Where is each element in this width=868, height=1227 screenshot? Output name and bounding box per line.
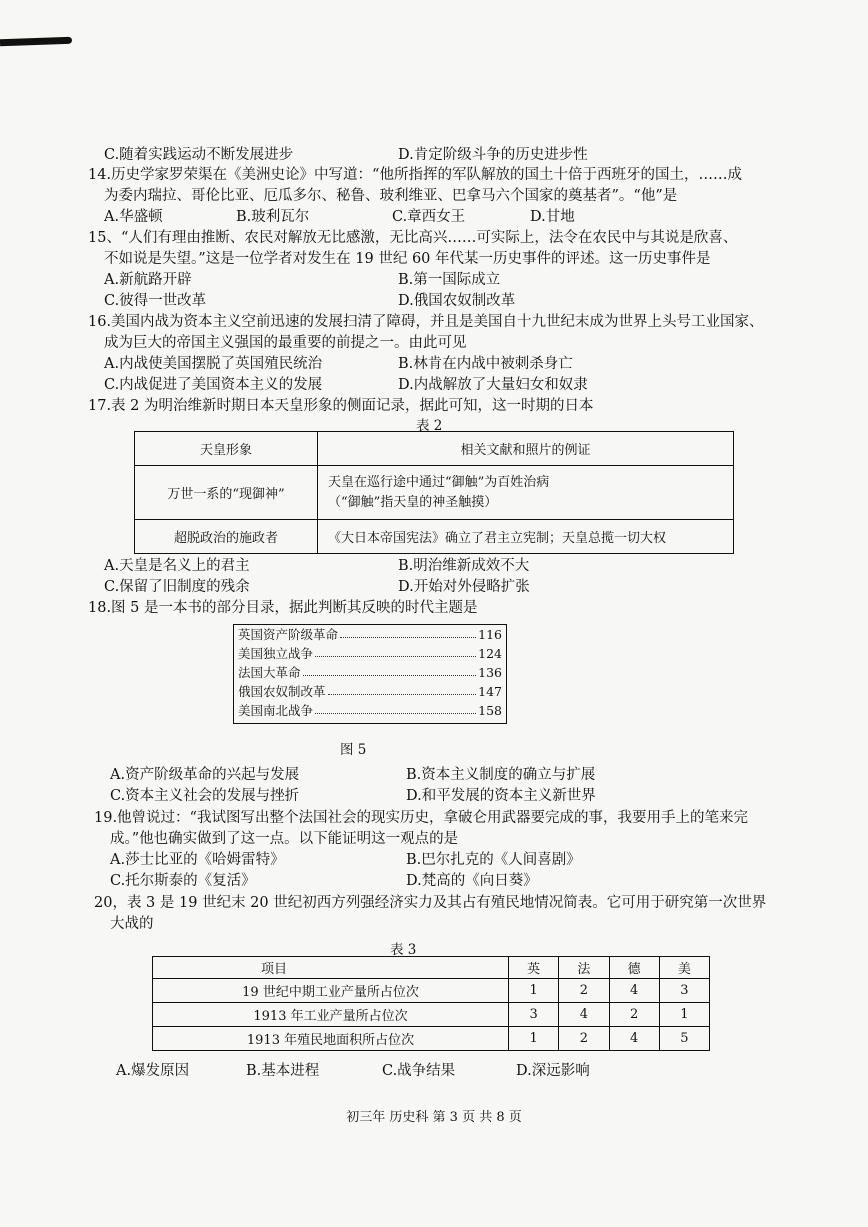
table-3-header-item: 项目 [153,957,509,979]
table-3-item: 1913 年工业产量所占位次 [153,1003,509,1027]
toc-page: 124 [478,646,502,661]
q20-stem-line2: 大战的 [110,916,154,932]
table-3 [152,956,710,1051]
q16-option-c: C.内战促进了美国资本主义的发展 [104,377,323,393]
toc-title: 美国独立战争 [238,646,314,661]
q14-option-d: D.甘地 [530,209,575,225]
toc-title: 美国南北战争 [238,703,314,718]
q16-stem-line1: 16.美国内战为资本主义空前迅速的发展扫清了障碍，并且是美国自十九世纪末成为世界上头号工业国家、 [88,314,764,330]
table-3-title: 表 3 [390,942,417,958]
table-2-cell-image-1: 万世一系的“现御神” [135,466,318,520]
q14-option-c: C.章西女王 [392,209,466,225]
toc-entry [234,701,506,720]
q18-option-b: B.资本主义制度的确立与扩展 [406,767,596,783]
q19-option-b: B.巴尔扎克的《人间喜剧》 [406,852,581,868]
q20-stem-line1: 20，表 3 是 19 世纪末 20 世纪初西方列强经济实力及其占有殖民地情况简表。它可用于研究第一次世界 [94,895,767,911]
table-3-cell: 5 [659,1027,709,1051]
toc-entry [234,663,506,682]
table-3-cell: 2 [559,979,609,1003]
q15-stem-line2: 不如说是失望。”这是一位学者对发生在 19 世纪 60 年代某一历史事件的评述。这一历史事件是 [104,251,711,267]
q18-option-c: C.资本主义社会的发展与挫折 [110,788,300,804]
table-row [153,1003,710,1027]
table-2-cell-example-1 [318,466,734,520]
toc-page: 116 [478,627,502,642]
toc-page: 158 [478,703,502,718]
table-2-example-1-line2: （“御触”指天皇的神圣触摸） [328,494,498,510]
q15-option-c: C.彼得一世改革 [104,293,207,309]
q20-option-c: C.战争结果 [382,1063,456,1079]
toc-entry [234,682,506,701]
q20-option-b: B.基本进程 [246,1063,320,1079]
q13-option-d: D.肯定阶级斗争的历史进步性 [398,147,588,163]
toc-page: 136 [478,665,502,680]
q14-stem-line1: 14.历史学家罗荣渠在《美洲史论》中写道：“他所指挥的军队解放的国土十倍于西班牙的国土，……成 [88,167,742,183]
q15-option-a: A.新航路开辟 [104,272,192,288]
q17-stem: 17.表 2 为明治维新时期日本天皇形象的侧面记录，据此可知，这一时期的日本 [88,398,594,414]
table-3-cell: 2 [559,1027,609,1051]
figure-5-caption: 图 5 [340,742,367,758]
toc-entry [234,644,506,663]
table-3-header-us: 美 [659,957,709,979]
table-3-cell: 4 [609,979,659,1003]
table-2 [134,431,734,554]
table-3-cell: 3 [659,979,709,1003]
q19-stem-line2: 成。”他也确实做到了这一点。以下能证明这一观点的是 [110,831,459,847]
q17-option-a: A.天皇是名义上的君主 [104,558,250,574]
toc-title: 俄国农奴制改革 [238,684,326,699]
table-2-header-image: 天皇形象 [135,432,318,466]
q18-option-d: D.和平发展的资本主义新世界 [406,788,596,804]
table-3-item: 19 世纪中期工业产量所占位次 [153,979,509,1003]
q20-option-a: A.爆发原因 [116,1063,190,1079]
table-2-example-1-line1: 天皇在巡行途中通过“御触”为百姓治病 [328,474,550,490]
table-3-header-fr: 法 [559,957,609,979]
page-footer: 初三年 历史科 第 3 页 共 8 页 [346,1110,522,1125]
q18-option-a: A.资产阶级革命的兴起与发展 [110,767,300,783]
table-3-cell: 1 [509,979,559,1003]
q16-option-b: B.林肯在内战中被刺杀身亡 [398,356,573,372]
q13-option-c: C.随着实践运动不断发展进步 [104,147,294,163]
q15-stem-line1: 15、“人们有理由推断、农民对解放无比感激，无比高兴……可实际上，法令在农民中与其说是欣喜、 [88,230,738,246]
q19-stem-line1: 19.他曾说过：“我试图写出整个法国社会的现实历史，拿破仑用武器要完成的事，我要用手上的笔来完 [94,810,748,826]
q16-stem-line2: 成为巨大的帝国主义强国的最重要的前提之一。由此可见 [104,335,467,351]
q17-option-c: C.保留了旧制度的残余 [104,579,250,595]
q18-stem: 18.图 5 是一本书的部分目录，据此判断其反映的时代主题是 [88,600,478,616]
table-3-header-de: 德 [609,957,659,979]
table-3-cell: 3 [509,1003,559,1027]
table-3-cell: 4 [559,1003,609,1027]
toc-title: 英国资产阶级革命 [238,627,339,642]
table-3-header-uk: 英 [509,957,559,979]
table-2-header-example: 相关文献和照片的例证 [318,432,734,466]
q16-option-a: A.内战使美国摆脱了英国殖民统治 [104,356,323,372]
table-3-cell: 1 [659,1003,709,1027]
q14-option-b: B.玻利瓦尔 [236,209,310,225]
toc-entry [234,625,506,644]
table-2-cell-example-2: 《大日本帝国宪法》确立了君主立宪制；天皇总揽一切大权 [318,520,734,554]
table-row [153,1027,710,1051]
table-3-cell: 1 [509,1027,559,1051]
q15-option-b: B.第一国际成立 [398,272,501,288]
scan-artifact [0,37,72,47]
q20-option-d: D.深远影响 [516,1063,590,1079]
q19-option-c: C.托尔斯泰的《复活》 [110,873,256,889]
toc-page: 147 [478,684,502,699]
q14-option-a: A.华盛顿 [104,209,163,225]
table-3-cell: 2 [609,1003,659,1027]
table-row [153,979,710,1003]
q19-option-d: D.梵高的《向日葵》 [406,873,538,889]
q17-option-d: D.开始对外侵略扩张 [398,579,530,595]
table-2-title: 表 2 [416,418,443,434]
toc-title: 法国大革命 [238,665,301,680]
q16-option-d: D.内战解放了大量妇女和奴隶 [398,377,588,393]
q17-option-b: B.明治维新成效不大 [398,558,530,574]
table-3-cell: 4 [609,1027,659,1051]
q15-option-d: D.俄国农奴制改革 [398,293,516,309]
table-3-item: 1913 年殖民地面积所占位次 [153,1027,509,1051]
q14-stem-line2: 为委内瑞拉、哥伦比亚、厄瓜多尔、秘鲁、玻利维亚、巴拿马六个国家的奠基者”。“他”是 [104,188,678,204]
q19-option-a: A.莎士比亚的《哈姆雷特》 [110,852,285,868]
table-of-contents [233,624,507,724]
table-2-cell-image-2: 超脱政治的施政者 [135,520,318,554]
